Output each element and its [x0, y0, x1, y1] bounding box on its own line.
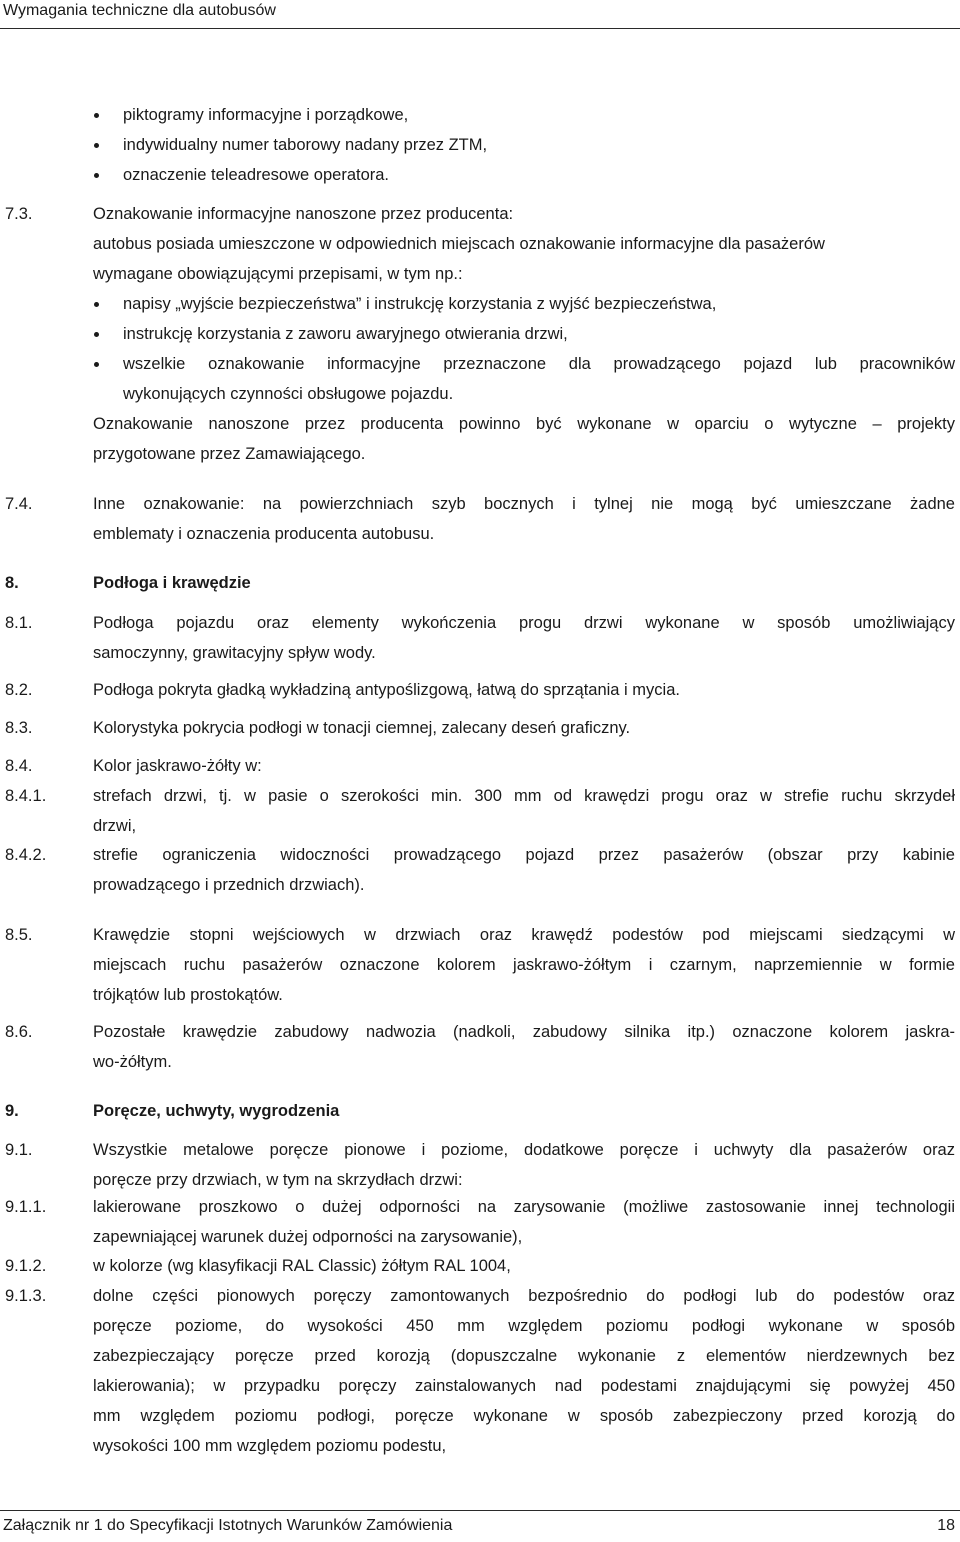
- section-number: 8.: [5, 574, 19, 592]
- section-text: w kolorze (wg klasyfikacji RAL Classic) żółtym RAL 1004,: [93, 1257, 511, 1275]
- page-footer: [0, 1510, 960, 1542]
- header-title: Wymagania techniczne dla autobusów: [3, 2, 276, 19]
- section-text: Podłoga pokryta gładką wykładziną antypoślizgową, łatwą do sprzątania i mycia.: [93, 681, 680, 699]
- section-number: 8.1.: [5, 614, 33, 632]
- section-number: 9.1.2.: [5, 1257, 47, 1275]
- text-content: zabezpieczający poręcze przed korozją (dopuszczalne wykonanie z elementów nierdzewnych bez: [93, 1347, 955, 1365]
- section-number: 7.4.: [5, 495, 33, 513]
- text-content: wysokości 100 mm względem poziomu podestu,: [93, 1437, 447, 1455]
- footer-document-name: Załącznik nr 1 do Specyfikacji Istotnych Warunków Zamówienia: [3, 1517, 453, 1534]
- section-number: 8.5.: [5, 926, 33, 944]
- bullet-icon: [94, 362, 99, 367]
- text-content: drzwi,: [93, 817, 137, 835]
- text-content: miejscach ruchu pasażerów oznaczone kolorem jaskrawo-żółtym i czarnym, naprzemiennie w formie: [93, 956, 955, 974]
- section-text: dolne części pionowych poręczy zamontowanych bezpośrednio do podłogi lub do podestów oraz: [93, 1287, 955, 1305]
- text-content: zapewniającej warunek dużej odporności na zarysowanie),: [93, 1228, 523, 1246]
- section-text: strefie ograniczenia widoczności prowadzącego pojazd przez pasażerów (obszar przy kabinie: [93, 846, 955, 864]
- bullet-text: piktogramy informacyjne i porządkowe,: [123, 106, 409, 124]
- section-number: 8.3.: [5, 719, 33, 737]
- bullet-text: napisy „wyjście bezpieczeństwa” i instrukcję korzystania z wyjść bezpieczeństwa,: [123, 295, 717, 313]
- text-content: prowadzącego i przednich drzwiach).: [93, 876, 365, 894]
- text-content: mm względem poziomu podłogi, poręcze wykonane w sposób zabezpieczony przed korozją do: [93, 1407, 955, 1425]
- section-number: 9.: [5, 1102, 19, 1120]
- text-content: wykonujących czynności obsługowe pojazdu.: [123, 385, 454, 403]
- section-text: Oznakowanie informacyjne nanoszone przez producenta:: [93, 205, 514, 223]
- bullet-text: indywidualny numer taborowy nadany przez ZTM,: [123, 136, 488, 154]
- text-content: trójkątów lub prostokątów.: [93, 986, 283, 1004]
- section-heading: Poręcze, uchwyty, wygrodzenia: [93, 1102, 340, 1120]
- section-number: 9.1.1.: [5, 1198, 47, 1216]
- bullet-icon: [94, 173, 99, 178]
- section-text: Kolor jaskrawo-żółty w:: [93, 757, 262, 775]
- bullet-icon: [94, 302, 99, 307]
- section-text: Podłoga pojazdu oraz elementy wykończenia progu drzwi wykonane w sposób umożliwiający: [93, 614, 955, 632]
- text-content: przygotowane przez Zamawiającego.: [93, 445, 366, 463]
- section-number: 8.4.2.: [5, 846, 47, 864]
- text-content: lakierowania); w przypadku poręczy zainstalowanych nad podestami znajdującymi się powyżej 450: [93, 1377, 955, 1395]
- section-number: 8.4.: [5, 757, 33, 775]
- text-content: poręcze poziome, do wysokości 450 mm względem poziomu podłogi wykonane w sposób: [93, 1317, 955, 1335]
- section-text: Kolorystyka pokrycia podłogi w tonacji ciemnej, zalecany deseń graficzny.: [93, 719, 631, 737]
- section-text: Inne oznakowanie: na powierzchniach szyb bocznych i tylnej nie mogą być umieszczane żadne: [93, 495, 955, 513]
- page-number: 18: [937, 1517, 955, 1534]
- text-content: wymagane obowiązującymi przepisami, w tym np.:: [93, 265, 463, 283]
- section-number: 8.4.1.: [5, 787, 47, 805]
- section-text: lakierowane proszkowo o dużej odporności na zarysowanie (możliwe zastosowanie innej technologii: [93, 1198, 955, 1216]
- text-content: emblematy i oznaczenia producenta autobusu.: [93, 525, 435, 543]
- section-heading: Podłoga i krawędzie: [93, 574, 251, 592]
- text-content: autobus posiada umieszczone w odpowiednich miejscach oznakowanie informacyjne dla pasażerów: [93, 235, 825, 253]
- bullet-text: wszelkie oznakowanie informacyjne przeznaczone dla prowadzącego pojazd lub pracowników: [123, 355, 955, 373]
- bullet-text: oznaczenie teleadresowe operatora.: [123, 166, 390, 184]
- bullet-text: instrukcję korzystania z zaworu awaryjnego otwierania drzwi,: [123, 325, 568, 343]
- section-text: Pozostałe krawędzie zabudowy nadwozia (nadkoli, zabudowy silnika itp.) oznaczone kolorem jaskra-: [93, 1023, 955, 1041]
- section-number: 7.3.: [5, 205, 33, 223]
- bullet-icon: [94, 113, 99, 118]
- section-number: 8.2.: [5, 681, 33, 699]
- section-number: 9.1.3.: [5, 1287, 47, 1305]
- page-header: [0, 0, 960, 29]
- text-content: samoczynny, grawitacyjny spływ wody.: [93, 644, 376, 662]
- section-text: Krawędzie stopni wejściowych w drzwiach oraz krawędź podestów pod miejscami siedzącymi w: [93, 926, 955, 944]
- bullet-icon: [94, 143, 99, 148]
- text-content: wo-żółtym.: [93, 1053, 172, 1071]
- text-content: Oznakowanie nanoszone przez producenta powinno być wykonane w oparciu o wytyczne – projekty: [93, 415, 955, 433]
- section-text: strefach drzwi, tj. w pasie o szerokości min. 300 mm od krawędzi progu oraz w strefie ruchu skrzydeł: [93, 787, 955, 805]
- bullet-icon: [94, 332, 99, 337]
- section-text: Wszystkie metalowe poręcze pionowe i poziome, dodatkowe poręcze i uchwyty dla pasażerów oraz: [93, 1141, 955, 1159]
- section-number: 8.6.: [5, 1023, 33, 1041]
- text-content: poręcze przy drzwiach, w tym na skrzydłach drzwi:: [93, 1171, 463, 1189]
- section-number: 9.1.: [5, 1141, 33, 1159]
